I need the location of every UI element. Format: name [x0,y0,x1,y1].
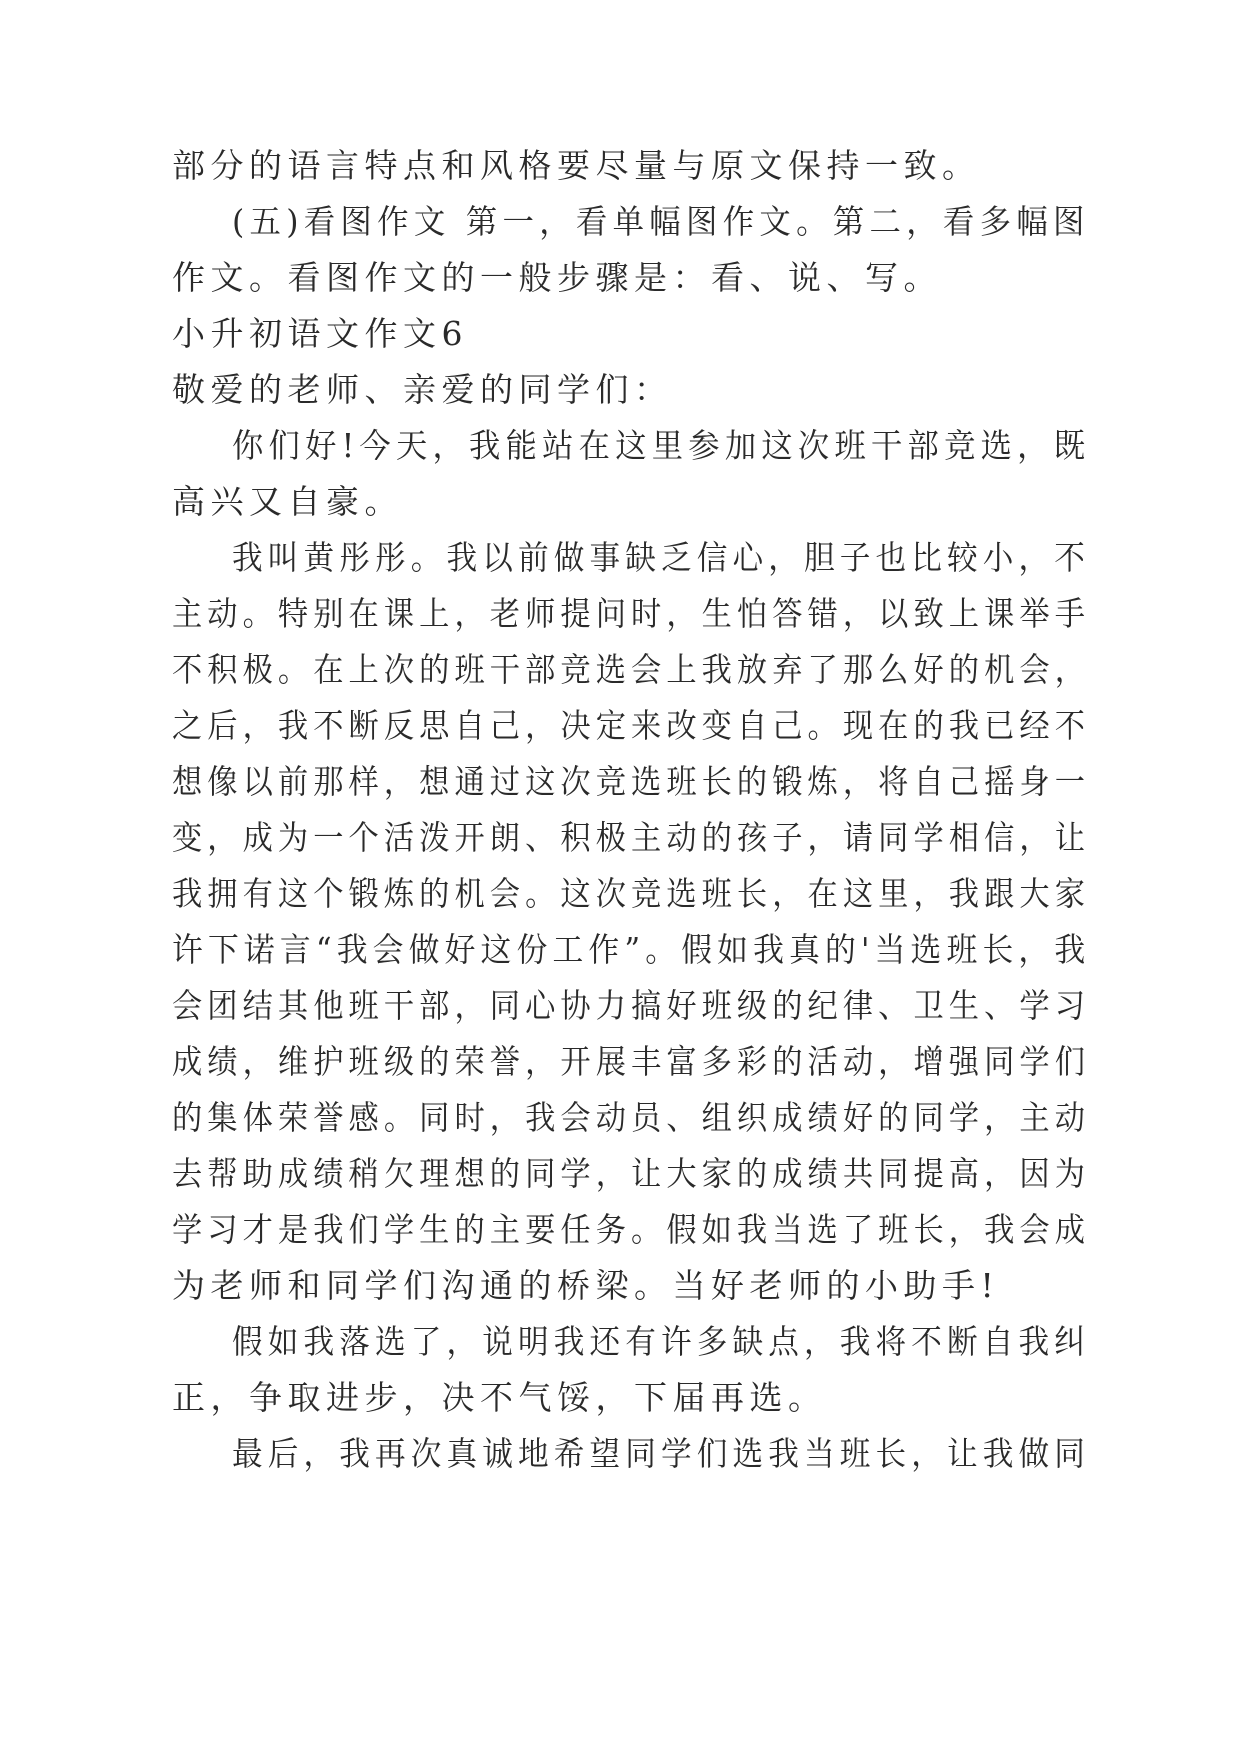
text-line: 我叫黄彤彤。我以前做事缺乏信心，胆子也比较小，不 [232,538,1091,577]
text-line: 许下诺言“我会做好这份工作”。假如我真的'当选班长，我 [172,930,1091,969]
text-line: 你们好!今天，我能站在这里参加这次班干部竞选，既 [232,426,1091,465]
text-line: 假如我落选了，说明我还有许多缺点，我将不断自我纠 [232,1322,1091,1361]
text-line: 作文。看图作文的一般步骤是：看、说、写。 [172,258,942,297]
text-line: 不积极。在上次的班干部竞选会上我放弃了那么好的机会， [172,650,1091,689]
text-line: 成绩，维护班级的荣誉，开展丰富多彩的活动，增强同学们 [172,1042,1091,1081]
text-line: 会团结其他班干部，同心协力搞好班级的纪律、卫生、学习 [172,986,1091,1025]
text-line: 最后，我再次真诚地希望同学们选我当班长，让我做同 [232,1434,1091,1473]
text-line: 想像以前那样，想通过这次竞选班长的锻炼，将自己摇身一 [172,762,1091,801]
text-line: 去帮助成绩稍欠理想的同学，让大家的成绩共同提高，因为 [172,1154,1091,1193]
text-line: 之后，我不断反思自己，决定来改变自己。现在的我已经不 [172,706,1091,745]
section-heading: 小升初语文作文6 [172,314,468,353]
text-line: 主动。特别在课上，老师提问时，生怕答错，以致上课举手 [172,594,1091,633]
text-line: 高兴又自豪。 [172,482,403,521]
text-line: (五)看图作文 第一，看单幅图作文。第二，看多幅图 [232,202,1090,241]
text-line: 变，成为一个活泼开朗、积极主动的孩子，请同学相信，让 [172,818,1091,857]
salutation: 敬爱的老师、亲爱的同学们： [172,370,673,409]
text-line: 学习才是我们学生的主要任务。假如我当选了班长，我会成 [172,1210,1091,1249]
text-line: 为老师和同学们沟通的桥梁。当好老师的小助手! [172,1266,1000,1305]
text-line: 我拥有这个锻炼的机会。这次竞选班长，在这里，我跟大家 [172,874,1091,913]
text-line: 正，争取进步，决不气馁，下届再选。 [172,1378,827,1417]
text-line: 部分的语言特点和风格要尽量与原文保持一致。 [172,146,981,185]
text-line: 的集体荣誉感。同时，我会动员、组织成绩好的同学，主动 [172,1098,1091,1137]
